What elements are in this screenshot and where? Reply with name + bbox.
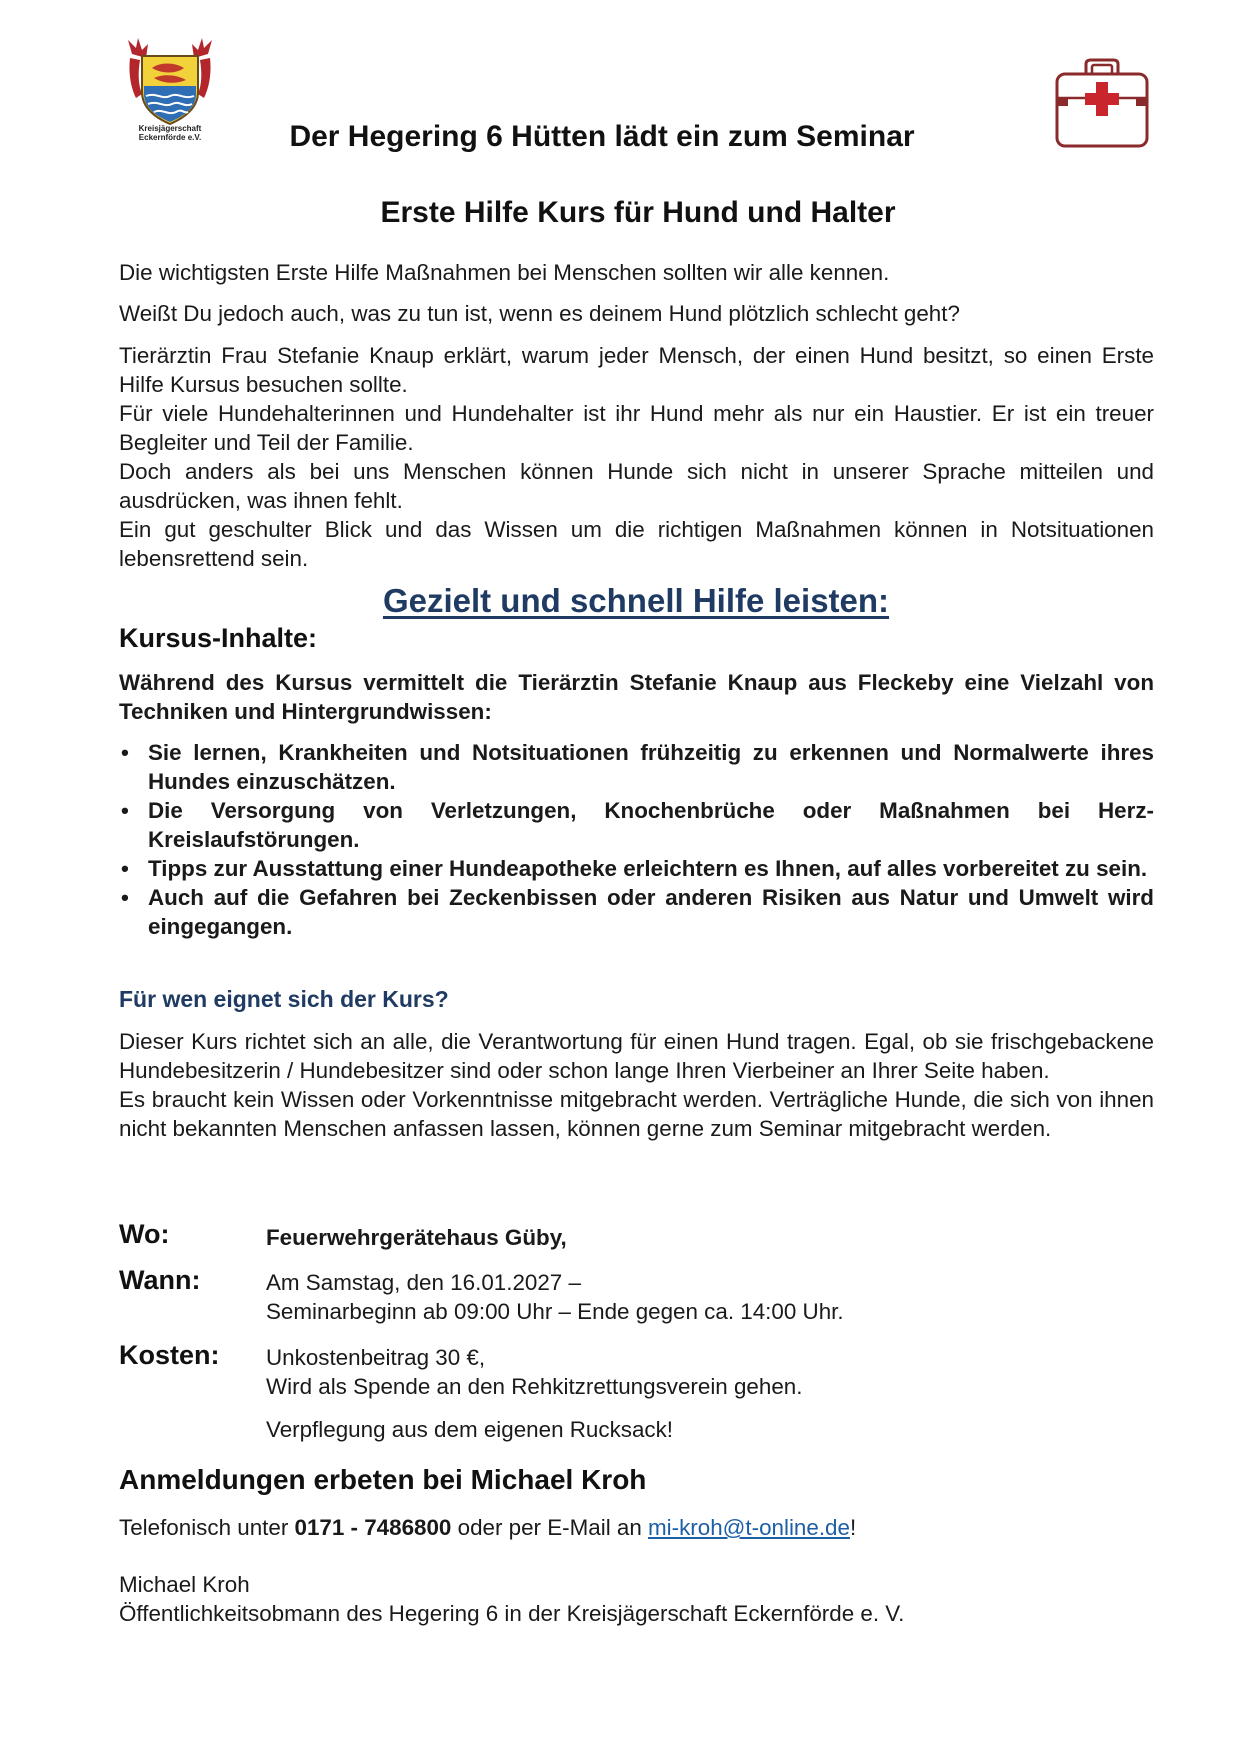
- list-item: [119, 796, 1154, 854]
- when-label: Wann:: [119, 1265, 201, 1295]
- signature: [119, 1570, 904, 1628]
- when-line1: Am Samstag, den 16.01.2027 –: [266, 1270, 581, 1295]
- audience-heading: Für wen eignet sich der Kurs?: [119, 986, 449, 1012]
- logo-caption-line1: Kreisjägerschaft: [138, 124, 202, 133]
- email-link[interactable]: mi-kroh@t-online.de: [648, 1515, 850, 1540]
- contact-suffix: !: [849, 1515, 857, 1540]
- list-item: [119, 883, 1154, 941]
- list-item-text: Sie lernen, Krankheiten und Notsituationen frühzeitig zu erkennen und Normalwerte ihres Hundes einzuschätzen.: [148, 740, 1154, 794]
- contact-line: [119, 1515, 856, 1541]
- audience-block: [119, 1027, 1154, 1143]
- intro-block: [119, 341, 1154, 573]
- where-value: Feuerwehrgerätehaus Güby,: [266, 1225, 567, 1250]
- bullet-icon: •: [121, 740, 129, 765]
- intro-p6: Ein gut geschulter Blick und das Wissen um die richtigen Maßnahmen können in Notsituationen lebensrettend sein.: [119, 517, 1154, 571]
- audience-p2: Es braucht kein Wissen oder Vorkenntnisse mitgebracht werden. Verträgliche Hunde, die sich von ihnen nicht bekannten Menschen anfassen lassen, können gerne zum Seminar mitgebracht werden.: [119, 1087, 1154, 1141]
- highlight-title: Gezielt und schnell Hilfe leisten:: [382, 582, 890, 619]
- food-note: Verpflegung aus dem eigenen Rucksack!: [266, 1417, 674, 1442]
- list-item-text: Die Versorgung von Verletzungen, Knochenbrüche oder Maßnahmen bei Herz-Kreislaufstörungen.: [148, 798, 1154, 852]
- bullet-icon: •: [121, 856, 129, 881]
- audience-p1: Dieser Kurs richtet sich an alle, die Verantwortung für einen Hund tragen. Egal, ob sie frischgebackene Hundebesitzerin / Hundebesitzer sind oder schon lange Ihren Vierbeiner an Ihrer Seite haben.: [119, 1029, 1154, 1083]
- list-item: [119, 738, 1154, 796]
- list-item: [119, 854, 1154, 883]
- intro-p1: Die wichtigsten Erste Hilfe Maßnahmen bei Menschen sollten wir alle kennen.: [119, 260, 890, 285]
- intro-p2: Weißt Du jedoch auch, was zu tun ist, wenn es deinem Hund plötzlich schlecht geht?: [119, 301, 960, 326]
- contents-lead: Während des Kursus vermittelt die Tierärztin Stefanie Knaup aus Fleckeby eine Vielzahl von Techniken und Hintergrundwissen:: [119, 670, 1154, 724]
- phone-prefix: Telefonisch unter: [119, 1515, 295, 1540]
- intro-p4: Für viele Hundehalterinnen und Hundehalter ist ihr Hund mehr als nur ein Haustier. Er ist ein treuer Begleiter und Teil der Familie.: [119, 401, 1154, 455]
- cost-label: Kosten:: [119, 1340, 220, 1370]
- bullet-icon: •: [121, 798, 129, 823]
- logo-caption-line2: Eckernförde e.V.: [138, 133, 202, 142]
- where-label: Wo:: [119, 1219, 170, 1249]
- intro-p3: Tierärztin Frau Stefanie Knaup erklärt, warum jeder Mensch, der einen Hund besitzt, so einen Erste Hilfe Kursus besuchen sollte.: [119, 343, 1154, 397]
- registration-heading: Anmeldungen erbeten bei Michael Kroh: [119, 1464, 647, 1495]
- list-item-text: Tipps zur Ausstattung einer Hundeapotheke erleichtern es Ihnen, auf alles vorbereitet zu sein.: [148, 856, 1148, 881]
- cost-line2: Wird als Spende an den Rehkitzrettungsverein gehen.: [266, 1374, 803, 1399]
- phone-number: 0171 - 7486800: [294, 1515, 452, 1540]
- contents-list: [119, 738, 1154, 941]
- intro-p5: Doch anders als bei uns Menschen können Hunde sich nicht in unserer Sprache mitteilen und ausdrücken, was ihnen fehlt.: [119, 459, 1154, 513]
- mail-prefix: oder per E-Mail an: [451, 1515, 649, 1540]
- list-item-text: Auch auf die Gefahren bei Zeckenbissen oder anderen Risiken aus Natur und Umwelt wird eingegangen.: [148, 885, 1154, 939]
- contents-heading: Kursus-Inhalte:: [119, 623, 318, 653]
- cost-line1: Unkostenbeitrag 30 €,: [266, 1345, 486, 1370]
- signature-role: Öffentlichkeitsobmann des Hegering 6 in der Kreisjägerschaft Eckernförde e. V.: [119, 1601, 905, 1626]
- course-title: Erste Hilfe Kurs für Hund und Halter: [380, 196, 896, 229]
- when-line2: Seminarbeginn ab 09:00 Uhr – Ende gegen ca. 14:00 Uhr.: [266, 1299, 844, 1324]
- invitation-heading: Der Hegering 6 Hütten lädt ein zum Seminar: [289, 120, 915, 153]
- bullet-icon: •: [121, 885, 129, 910]
- signature-name: Michael Kroh: [119, 1572, 250, 1597]
